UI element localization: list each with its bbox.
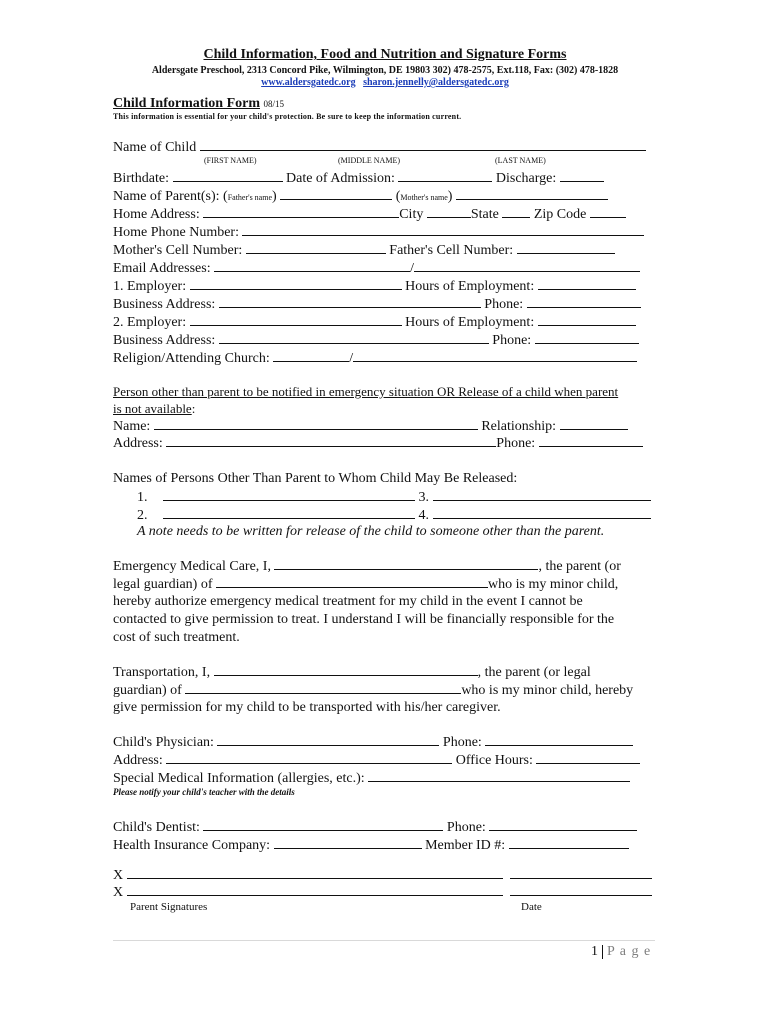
business-address1-field[interactable] — [219, 295, 481, 308]
notify-note: Please notify your child's teacher with the details — [113, 787, 295, 797]
child-name-field[interactable] — [200, 138, 646, 151]
physician-address-field[interactable] — [166, 751, 452, 764]
signature-field-2[interactable] — [127, 883, 503, 896]
medical-line-2: legal guardian) of who is my minor child, — [113, 577, 619, 592]
footer-separator — [602, 945, 603, 959]
father-name-field[interactable] — [280, 187, 392, 200]
church-field[interactable] — [353, 349, 637, 362]
date-field-1[interactable] — [510, 866, 652, 879]
first-name-label: (FIRST NAME) — [204, 156, 257, 165]
hours1-field[interactable] — [538, 277, 636, 290]
school-address: Aldersgate Preschool, 2313 Concord Pike, Wilmington, DE 19803 302) 478-2575, Ext.118, Fax: (302) 478-1828 — [151, 65, 619, 76]
birthdate-row: Birthdate: Date of Admission: Discharge: — [113, 169, 604, 188]
employer1-row: 1. Employer: Hours of Employment: — [113, 277, 636, 296]
business-phone1-field[interactable] — [527, 295, 641, 308]
header-links — [0, 77, 770, 88]
state-field[interactable] — [502, 205, 530, 218]
website-link[interactable]: www.aldersgatedc.org — [261, 77, 356, 88]
insurance-row: Health Insurance Company: Member ID #: — [113, 836, 629, 855]
date-field-2[interactable] — [510, 883, 652, 896]
parents-row: Name of Parent(s): (Father's name) (Mother's name) — [113, 187, 608, 207]
email-field-2[interactable] — [414, 259, 640, 272]
email-link[interactable]: sharon.jennelly@aldersgatedc.org — [363, 77, 509, 88]
business-phone2-field[interactable] — [535, 331, 639, 344]
business-address2-field[interactable] — [219, 331, 489, 344]
form-title: Child Information, Food and Nutrition and Signature Forms — [203, 47, 567, 62]
home-phone-field[interactable] — [242, 223, 644, 236]
name-of-child-row: Name of Child — [113, 138, 646, 157]
dentist-phone-field[interactable] — [489, 818, 637, 831]
release-person-2[interactable] — [163, 506, 415, 519]
middle-name-label: (MIDDLE NAME) — [338, 156, 400, 165]
zip-field[interactable] — [590, 205, 626, 218]
physician-address-row: Address: Office Hours: — [113, 751, 640, 770]
email-row: Email Addresses: / — [113, 259, 640, 278]
home-address-field[interactable] — [203, 205, 399, 218]
physician-phone-field[interactable] — [485, 733, 633, 746]
physician-row: Child's Physician: Phone: — [113, 733, 633, 752]
section-title: Child Information Form 08/15 — [113, 96, 285, 111]
release-note: A note needs to be written for release of the child to someone other than the parent. — [137, 524, 605, 539]
release-person-4[interactable] — [433, 506, 651, 519]
birthdate-field[interactable] — [173, 169, 283, 182]
admission-date-field[interactable] — [398, 169, 492, 182]
relationship-field[interactable] — [560, 417, 628, 430]
medical-line-5: cost of such treatment. — [113, 630, 240, 645]
insurance-field[interactable] — [274, 836, 422, 849]
release-person-1[interactable] — [163, 488, 415, 501]
business-address2-row: Business Address: Phone: — [113, 331, 639, 350]
last-name-label: (LAST NAME) — [495, 156, 546, 165]
office-hours-field[interactable] — [536, 751, 640, 764]
member-id-field[interactable] — [509, 836, 629, 849]
religion-field[interactable] — [273, 349, 349, 362]
emergency-intro-1: Person other than parent to be notified in emergency situation OR Release of a child when parent — [113, 384, 619, 399]
page-footer: 1 P a g e — [591, 944, 652, 959]
medical-child-field[interactable] — [216, 575, 488, 588]
transport-line-2: guardian) of who is my minor child, hereby — [113, 683, 634, 698]
dentist-field[interactable] — [203, 818, 443, 831]
signature-row-2: X — [113, 883, 652, 902]
employer2-field[interactable] — [190, 313, 402, 326]
email-field-1[interactable] — [214, 259, 410, 272]
mother-cell-field[interactable] — [246, 241, 386, 254]
emergency-phone-field[interactable] — [539, 434, 643, 447]
transport-child-field[interactable] — [185, 681, 461, 694]
home-address-row: Home Address: City State Zip Code — [113, 205, 626, 224]
hours2-field[interactable] — [538, 313, 636, 326]
medical-line-1: Emergency Medical Care, I, , the parent (or — [113, 559, 621, 574]
special-medical-field[interactable] — [368, 769, 630, 782]
dentist-row: Child's Dentist: Phone: — [113, 818, 637, 837]
signature-row-1: X — [113, 866, 652, 885]
medical-line-4: contacted to give permission to treat. I understand I will be financially responsible for the — [113, 612, 615, 627]
release-person-3[interactable] — [433, 488, 651, 501]
emergency-address-row: Address: Phone: — [113, 434, 643, 453]
release-heading: Names of Persons Other Than Parent to Whom Child May Be Released: — [113, 471, 518, 486]
special-medical-row: Special Medical Information (allergies, etc.): — [113, 769, 630, 788]
business-address1-row: Business Address: Phone: — [113, 295, 641, 314]
home-phone-row: Home Phone Number: — [113, 223, 644, 242]
date-label: Date — [521, 901, 542, 913]
footer-divider — [113, 940, 655, 941]
emergency-address-field[interactable] — [166, 434, 496, 447]
signature-field-1[interactable] — [127, 866, 503, 879]
employer2-row: 2. Employer: Hours of Employment: — [113, 313, 636, 332]
physician-field[interactable] — [217, 733, 439, 746]
emergency-name-row: Name: Relationship: — [113, 417, 628, 436]
emergency-intro-2: is not available: — [113, 401, 196, 416]
cell-numbers-row: Mother's Cell Number: Father's Cell Number: — [113, 241, 615, 260]
employer1-field[interactable] — [190, 277, 402, 290]
release-row-2: 2. 4. — [137, 506, 651, 525]
release-row-1: 1. 3. — [137, 488, 651, 507]
father-cell-field[interactable] — [517, 241, 615, 254]
parent-signatures-label: Parent Signatures — [130, 901, 208, 913]
medical-parent-field[interactable] — [274, 557, 538, 570]
emergency-name-field[interactable] — [154, 417, 478, 430]
section-note: This information is essential for your child's protection. Be sure to keep the information current. — [113, 112, 462, 121]
religion-row: Religion/Attending Church: / — [113, 349, 637, 368]
city-field[interactable] — [427, 205, 471, 218]
medical-line-3: hereby authorize emergency medical treatment for my child in the event I cannot be — [113, 594, 583, 609]
discharge-field[interactable] — [560, 169, 604, 182]
transport-line-3: give permission for my child to be transported with his/her caregiver. — [113, 700, 501, 715]
transport-parent-field[interactable] — [214, 663, 478, 676]
mother-name-field[interactable] — [456, 187, 608, 200]
transport-line-1: Transportation, I, , the parent (or legal — [113, 665, 591, 680]
